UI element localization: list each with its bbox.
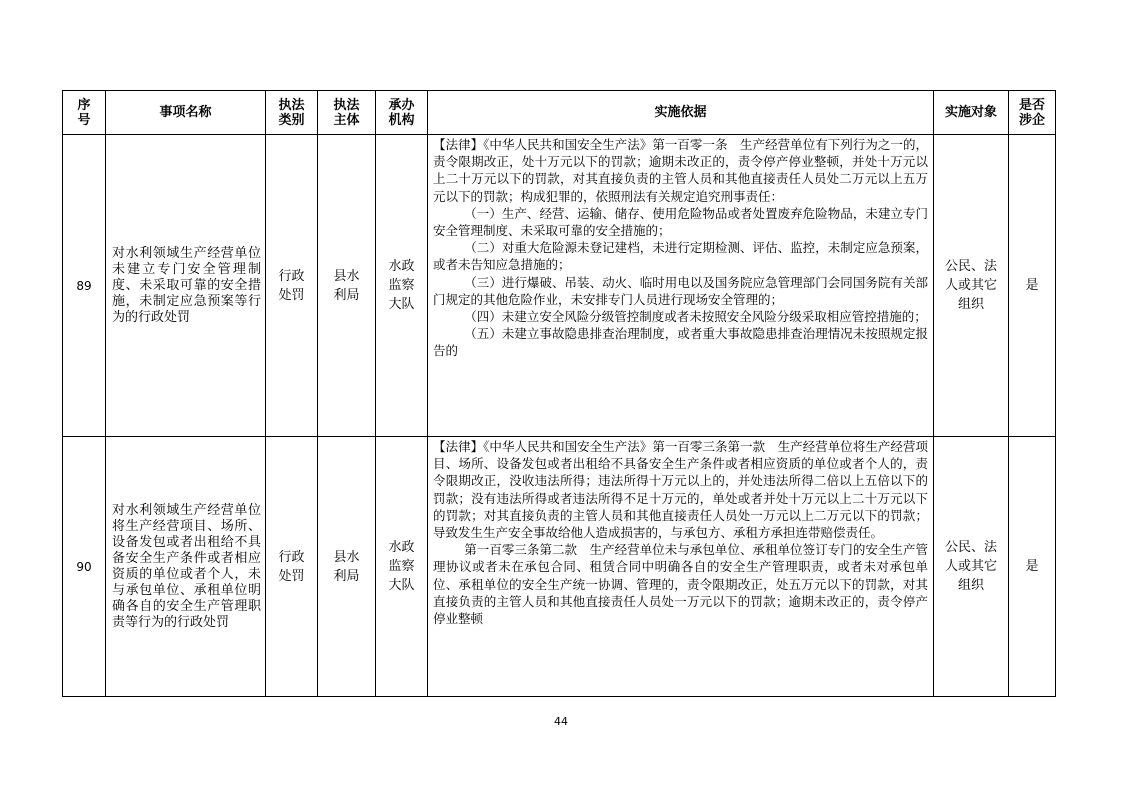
basis-paragraph: （一）生产、经营、运输、储存、使用危险物品或者处置废弃危险物品，未建立专门安全管理制度、未采取可靠的安全措施的； xyxy=(433,205,928,239)
header-category: 执法类别 xyxy=(266,91,318,135)
item-name: 对水利领域生产经营单位将生产经营项目、场所、设备发包或者出租给不具备安全生产条件或者相应资质的单位或者个人，未与承包单位、承租单位明确各自的安全生产管理职责等行为的行政处罚 xyxy=(106,437,266,697)
page-number: 44 xyxy=(554,715,568,728)
enterprise-related: 是 xyxy=(1009,135,1056,437)
handling-agency: 水政监察大队 xyxy=(376,437,428,697)
header-no: 序号 xyxy=(63,91,106,135)
row-number: 89 xyxy=(63,135,106,437)
basis-paragraph: （四）未建立安全风险分级管控制度或者未按照安全风险分级采取相应管控措施的； xyxy=(464,309,927,325)
header-target: 实施对象 xyxy=(934,91,1009,135)
header-subject: 执法主体 xyxy=(318,91,376,135)
basis-paragraph: （三）进行爆破、吊装、动火、临时用电以及国务院应急管理部门会同国务院有关部门规定的其他危险作业，未安排专门人员进行现场安全管理的； xyxy=(433,274,928,307)
header-basis: 实施依据 xyxy=(428,91,934,135)
basis-paragraph: 【法律】《中华人民共和国安全生产法》第一百零一条 生产经营单位有下列行为之一的，责令限期改正，处十万元以下的罚款；逾期未改正的，责令停产停业整顿，并处十万元以上二十万元以下的罚款，对其直接负责的主管人员和其他直接责任人员处二万元以上五万元以下的罚款；构成犯罪的，依照刑法有关规定追究刑事责任： xyxy=(433,137,928,204)
header-agency: 承办机构 xyxy=(376,91,428,135)
item-name: 对水利领域生产经营单位未建立专门安全管理制度、未采取可靠的安全措施，未制定应急预案等行为的行政处罚 xyxy=(106,135,266,437)
basis-paragraph: 【法律】《中华人民共和国安全生产法》第一百零三条第一款 生产经营单位将生产经营项目、场所、设备发包或者出租给不具备安全生产条件或者相应资质的单位或者个人的，责令限期改正，没收违法所得；违法所得十万元以上的，并处违法所得二倍以上五倍以下的罚款；没有违法所得或者违法所得不足十万元的，单处或者并处十万元以上二十万元以下的罚款；对其直接负责的主管人员和其他直接责任人员处一万元以上二万元以下的罚款；导致发生生产安全事故给他人造成损害的，与承包方、承租方承担连带赔偿责任。 xyxy=(433,439,928,541)
header-row xyxy=(63,91,1056,135)
table-row xyxy=(63,135,1056,437)
basis-paragraph: 第一百零三条第二款 生产经营单位未与承包单位、承租单位签订专门的安全生产管理协议或者未在承包合同、租赁合同中明确各自的安全生产管理职责，或者未对承包单位、承租单位的安全生产统一协调、管理的，责令限期改正，处五万元以下的罚款，对其直接负责的主管人员和其他直接责任人员处一万元以下的罚款；逾期未改正的，责令停产停业整顿 xyxy=(433,542,928,627)
legal-basis xyxy=(428,437,934,697)
enterprise-related: 是 xyxy=(1009,437,1056,697)
implementation-target: 公民、法人或其它组织 xyxy=(934,437,1009,697)
table-row xyxy=(63,437,1056,697)
enforcement-table xyxy=(62,90,1056,697)
enforcement-category: 行政处罚 xyxy=(266,135,318,437)
row-number: 90 xyxy=(63,437,106,697)
header-enterprise: 是否涉企 xyxy=(1009,91,1056,135)
enforcement-category: 行政处罚 xyxy=(266,437,318,697)
enforcement-subject: 县水利局 xyxy=(318,437,376,697)
basis-paragraph: （二）对重大危险源未登记建档，未进行定期检测、评估、监控，未制定应急预案，或者未告知应急措施的； xyxy=(433,240,928,273)
basis-paragraph: （五）未建立事故隐患排查治理制度，或者重大事故隐患排查治理情况未按照规定报告的 xyxy=(433,326,928,359)
legal-basis xyxy=(428,135,934,437)
header-name: 事项名称 xyxy=(106,91,266,135)
implementation-target: 公民、法人或其它组织 xyxy=(934,135,1009,437)
handling-agency: 水政监察大队 xyxy=(376,135,428,437)
enforcement-subject: 县水利局 xyxy=(318,135,376,437)
